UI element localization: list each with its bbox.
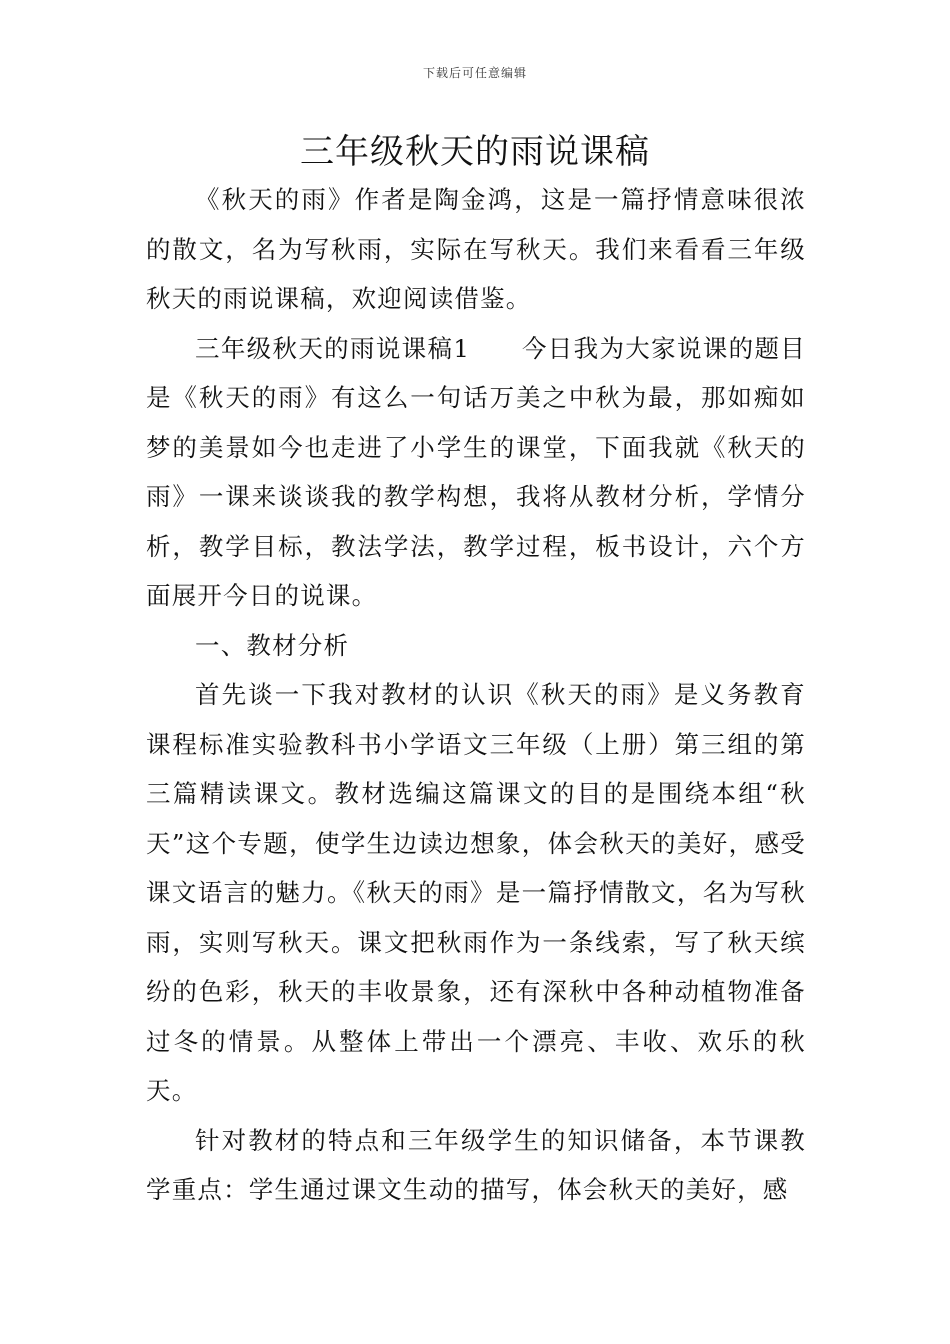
section-heading: 一、教材分析 [195, 630, 350, 660]
document-title: 三年级秋天的雨说课稿 [300, 132, 650, 172]
body-paragraph: 三年级秋天的雨说课稿1 今日我为大家说课的题目是《秋天的雨》有这么一句话万美之中秋为最，那如痴如梦的美景如今也走进了小学生的课堂，下面我就《秋天的雨》一课来谈谈我的教学构想，我将从教材分析，学情分析，教学目标，教法学法，教学过程，板书设计，六个方面展开今日的说课。 [146, 333, 806, 610]
intro-paragraph: 《秋天的雨》作者是陶金鸿，这是一篇抒情意味很浓的散文，名为写秋雨，实际在写秋天。我们来看看三年级秋天的雨说课稿，欢迎阅读借鉴。 [146, 185, 806, 313]
document-body [146, 175, 806, 1215]
body-paragraph: 首先谈一下我对教材的认识《秋天的雨》是义务教育课程标准实验教科书小学语文三年级（上册）第三组的第三篇精读课文。教材选编这篇课文的目的是围绕本组“秋天”这个专题，使学生边读边想象，体会秋天的美好，感受课文语言的魅力。《秋天的雨》是一篇抒情散文，名为写秋雨，实则写秋天。课文把秋雨作为一条线索，写了秋天缤纷的色彩，秋天的丰收景象，还有深秋中各种动植物准备过冬的情景。从整体上带出一个漂亮、丰收、欢乐的秋天。 [146, 680, 806, 1105]
body-paragraph: 针对教材的特点和三年级学生的知识储备，本节课教学重点：学生通过课文生动的描写，体会秋天的美好，感 [146, 1125, 806, 1204]
header-note: 下载后可任意编辑 [422, 66, 527, 80]
